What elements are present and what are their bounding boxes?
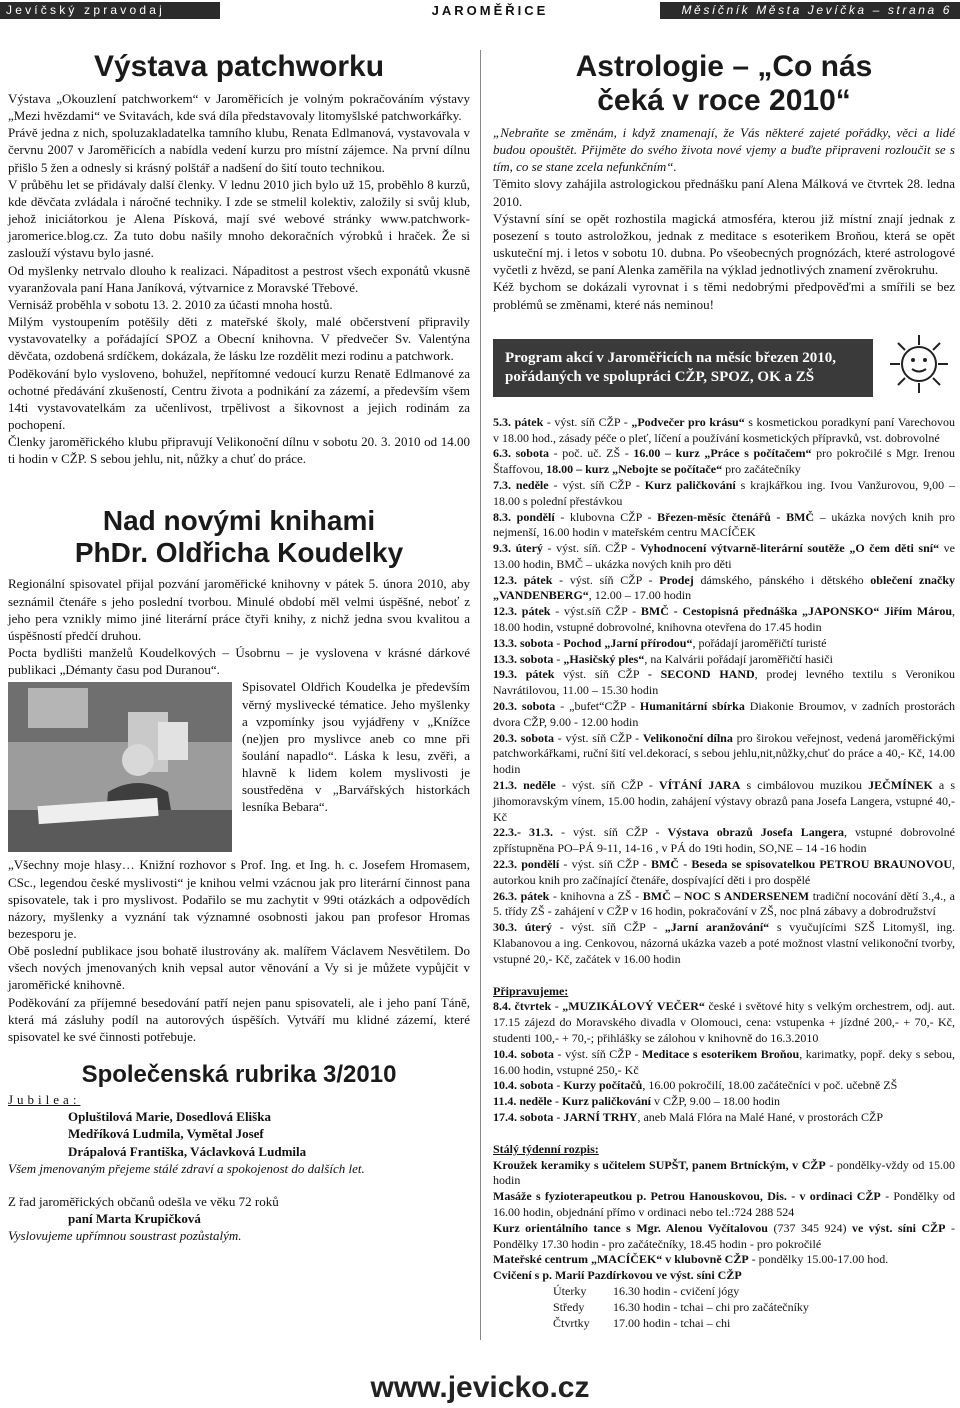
patchwork-paragraph: V průběhu let se přidávaly další členky. V lednu 2010 jich bylo už 15, proběhlo 8 kurzů, kde děvčata zvládala i náročné techniky. I zde se stmelil kolektiv, založily si svůj klub, jehož iniciátorkou je Alena Písková, mají své webové stránky www.patchwork-jaromerice.blog.cz. Za tuto dobu našily mnoho dekoračních výrobků i hraček. Že si zaslouží výstavu bylo jasné. <box>8 176 470 261</box>
program-item: 13.3. sobota - Pochod „Jarní přírodou“, pořádají jaroměřičtí turisté <box>493 635 827 650</box>
jubilea-wish: Všem jmenovaným přejeme stálé zdraví a spokojenost do dalších let. <box>8 1160 365 1176</box>
patchwork-paragraph: Členky jaroměřického klubu připravují Velikonoční dílnu v sobotu 20. 3. 2010 od 14.00 ti hodin v CŽP. S sebou jehlu, nit, nůžky a chuť do práce. <box>8 434 470 467</box>
cviceni-row <box>493 1316 955 1332</box>
patchwork-paragraph: Od myšlenky netrvalo dlouho k realizaci. Nápaditost a pestrost všech exponátů vkusně vyaranžovala paní Hana Janíková, výtvarnice z Moravské Třebové. <box>8 262 470 295</box>
knihy-photo-block <box>8 678 470 856</box>
astro-title-line1: Astrologie – „Co nás <box>575 50 873 83</box>
pripravujeme-items <box>493 999 955 1125</box>
program-item: 22.3. pondělí - výst. síň CŽP - BMČ - Beseda se spisovatelkou PETROU BRAUNOVOU, autorkou knih pro začínající čtenáře, dospívající děti i pro dospělé <box>493 857 955 887</box>
author-photo-image <box>8 682 232 852</box>
astro-quote: „Nebraňte se změnám, i když znamenají, že Vás některé zajeté pořádky, věci a lidé budou opouštět. Přijměte do svého života nové vjemy a buďte připraveni rozloučit se s tím, co se stane zcela nefunkčním“. <box>493 125 955 175</box>
page-header <box>0 0 960 34</box>
program-item: 19.3. pátek výst. síň CŽP - SECOND HAND, prodej levného textilu s Veronikou Navrátilovou, 11.00 – 15.30 hodin <box>493 667 956 698</box>
cviceni-time: 16.30 hodin - cvičení jógy <box>613 1283 740 1298</box>
footer-url[interactable]: www.jevicko.cz <box>370 1371 590 1404</box>
author-photo <box>8 682 232 852</box>
program-item: 30.3. úterý - výst. síň CŽP - „Jarní aranžování“ s vyučujícími SZŠ Litomyšl, ing. Klabanovou a ing. Cenkovou, názorná ukázka vazeb a poté možnost vlastní velikonoční tvorby, vstupné 20,- Kč, začátek v 16.00 hodin <box>493 920 956 966</box>
jubilea-line: Drápalová Františka, Václavková Ludmila <box>68 1143 307 1159</box>
right-column <box>493 50 955 1331</box>
jubilea-line: Medříková Ludmila, Vymětal Josef <box>68 1126 264 1142</box>
patchwork-paragraph: Poděkování bylo vysloveno, bohužel, nepřítomné vedoucí kurzu Renatě Edlmanové za ochotné předávání zkušeností, Centru života a podnikání za zázemí, a především všem 14ti vystavovatelkám za učenlivost, trpělivost a šikovnost a jejich rodinám za pochopení. <box>8 365 470 432</box>
cviceni-time: 17.00 hodin - tchai – chi <box>613 1315 731 1330</box>
program-item: 22.3.- 31.3. - výst. síň CŽP - Výstava obrazů Josefa Langera, vstupné dobrovolné zpřístupněna PO–PÁ 9-11, 14-16 , v PÁ do 19ti hodin, SO,NE – 14 -16 hodin <box>493 825 955 856</box>
patchwork-title: Výstava patchworku <box>93 50 385 83</box>
stale-label: Stálý týdenní rozpis: <box>493 1141 599 1156</box>
cviceni-row <box>493 1300 955 1316</box>
program-item: 9.3. úterý - výst. síň. CŽP - Vyhodnocení výtvarně-literární soutěže „O čem děti sní“ ve 13.00 hodin, BMČ – ukázka nových knih pro děti <box>493 541 956 571</box>
sun-icon <box>888 333 950 395</box>
pripravujeme-item: 8.4. čtvrtek - „MUZIKÁLOVÝ VEČER“ české i světové hity s velkým orchestrem, odj. aut. 17.15 zájezd do Moravského divadla v Olomouci, cena: vstupenka + jízdné 200,- + 70,- Kč, studenti 100,- + 70,-; přihlášky se zálohou v knihovně do 16.3.2010 <box>493 999 956 1045</box>
knihy-paragraph: Spisovatel Oldřich Koudelka je především věrný myslivecké tématice. Jeho myšlenky a vzpomínky jsou vyjádřeny v „Knížce (ne)jen pro myslivce aneb co mne při šoulání napadlo“. Láska k lesu, zvěři, a hlavně k lidem kolem myslivosti je soustředěna v „Barvářských historkách lesníka Bebara“. <box>242 679 470 815</box>
cviceni-day: Úterky <box>553 1283 587 1298</box>
program-items <box>493 415 955 968</box>
spolecenska-title: Společenská rubrika 3/2010 <box>81 1061 397 1089</box>
program-item: 12.3. pátek - výst.síň CŽP - BMČ - Cestopisná přednáška „JAPONSKO“ Jiřím Márou, 18.00 hodin, vstupné dobrovolné, knihovna otevřena do 17.45 hodin <box>493 604 955 635</box>
knihy-title <box>8 505 470 569</box>
program-item: 12.3. pátek - výst. síň CŽP - Prodej dámského, pánského i dětského oblečení značky „VANDENBERG“, 12.00 – 17.00 hodin <box>493 572 956 603</box>
program-item: 20.3. sobota - výst. síň CŽP - Velikonoční dílna pro širokou veřejnost, vedená jaroměřickými patchworkářkami, ruční šití vel.dekorací, s sebou jehlu,nit,nůžky,chuť do práce a 40,- Kč, 14.00 hodin <box>493 730 956 777</box>
stale-item: Kroužek keramiky s učitelem SUPŠT, panem Brtníckým, v CŽP - pondělky-vždy od 15.00 hodin <box>493 1157 955 1188</box>
astro-title <box>493 50 955 118</box>
astro-paragraph: Kéž bychom se dokázali vyrovnat i s těmi nedobrými předpověďmi a smířili se bez problémů se změnami, které nás neminou! <box>493 279 955 312</box>
knihy-title-line2: PhDr. Oldřicha Koudelky <box>74 537 404 569</box>
pripravujeme-item: 10.4. sobota - Kurzy počítačů, 16.00 pokročilí, 18.00 začátečníci v poč. učebně ZŠ <box>493 1078 898 1093</box>
cviceni-row <box>493 1284 955 1300</box>
left-column <box>8 50 470 1244</box>
patchwork-paragraph: Právě jedna z nich, spoluzakladatelka tamního klubu, Renata Edlmanová, vystavovala v červnu 2007 v Jaroměřicích a nabídla vedení kurzu pro místní zájemce. Na první dílnu přišlo 5 žen a odnesly si krásný polštář a nadšení do šití touto technikou. <box>8 125 470 175</box>
column-divider <box>480 50 481 1340</box>
death-notice: Z řad jaroměřických občanů odešla ve věku 72 roků <box>8 1193 279 1209</box>
program-item: 26.3. pátek - knihovna a ZŠ - BMČ – NOC S ANDERSENEM tradiční nocování dětí 3.,4., a 5. třídy ZŠ - zahájení v CŽP v 16 hodin, pokračování v ZŠ, noc plná zábavy a dobrodružství <box>493 888 956 919</box>
jubilea-line: Opluštilová Marie, Dosedlová Eliška <box>68 1109 271 1125</box>
program-title: Program akcí v Jaroměřicích na měsíc březen 2010, pořádaných ve spolupráci CŽP, SPOZ, OK a ZŠ <box>493 339 873 397</box>
header-page-info: Měsíčník Města Jevíčka – strana 6 <box>660 2 960 19</box>
jubilea-list <box>8 1108 470 1159</box>
condolence: Vyslovujeme upřímnou soustrast pozůstalým. <box>8 1228 242 1244</box>
program-item: 20.3. sobota - „bufet“CŽP - Humanitární sbírka Diakonie Broumov, v zadních prostorách dvora CŽP, 9.00 - 12.00 hodin <box>493 699 955 729</box>
knihy-paragraph: Regionální spisovatel přijal pozvání jaroměřické knihovny v pátek 5. února 2010, aby seznámil čtenáře s jeho poslední tvorbou. Minulé období měl velmi úspěšné, neboť z jeho pera vznikly mimo jiné literární práce čtyři knihy, z nichž jedna svou kvalitou a úspěšností předčí druhou. <box>8 576 470 643</box>
program-item: 6.3. sobota - poč. uč. ZŠ - 16.00 – kurz „Práce s počítačem“ pro pokročilé s Mgr. Irenou Štaffovou, 18.00 – kurz „Nebojte se počítače“ pro začátečníky <box>493 446 956 477</box>
patchwork-paragraph: Výstava „Okouzlení patchworkem“ v Jaroměřicích je volným pokračováním výstavy „Mezi hvězdami“ ve Svitavách, kde svá díla představovaly litomyšlské patchworkářky. <box>8 91 470 124</box>
knihy-paragraph: Obě poslední publikace jsou bohatě ilustrovány ak. malířem Václavem Nesvětilem. Do všech nových jmenovaných knih vepsal autor věnování a Vy si je můžete vypůjčit v jaroměřické knihovně. <box>8 943 470 993</box>
program-item: 13.3. sobota - „Hasičský ples“, na Kalvárii pořádají jaroměřičtí hasiči <box>493 651 833 666</box>
program-item: 5.3. pátek - výst. síň CŽP - „Podvečer pro krásu“ s kosmetickou poradkyní paní Varechovou v 18.00 hod., zásady péče o pleť, líčení a používání kosmetických přípravků, vst. dobrovolné <box>493 414 956 445</box>
cviceni-day: Středy <box>553 1299 585 1314</box>
patchwork-paragraph: Vernisáž proběhla v sobotu 13. 2. 2010 za účasti mnoha hostů. <box>8 296 333 312</box>
knihy-paragraph: „Všechny moje hlasy… Knižní rozhovor s Prof. Ing. et Ing. h. c. Josefem Hromasem, CSc., legendou české myslivosti“ je knihou velmi vzácnou jak pro literární činnost pana spisovatele, tak i pro myslivost. Podařilo se mu zachytit v 99ti otázkách a odpovědích názory, myšlenky a vyznání tak významné osobnosti jakou pan profesor Hromas bezesporu je. <box>8 857 470 941</box>
header-section-title: JAROMĚŘICE <box>431 3 549 18</box>
program-item: 21.3. neděle - výst. síň CŽP - VÍTÁNÍ JARA s cimbálovou muzikou JEČMÍNEK a s jihomoravským vínem, 15.00 hodin, zahájení výstavy obrazů pana Josefa Langera, vstupné 40,-Kč <box>493 778 955 824</box>
knihy-title-line1: Nad novými knihami <box>102 505 376 537</box>
program-item: 7.3. neděle - výst. síň CŽP - Kurz paličkování s krajkářkou ing. Ivou Vanžurovou, 9,00 – 18.00 s polední přestávkou <box>493 477 955 508</box>
jubilea-label: Jubilea: <box>8 1092 81 1108</box>
astro-title-line2: čeká v roce 2010“ <box>597 84 851 117</box>
astro-paragraph: Výstavní síní se opět rozhostila magická atmosféra, kterou již místní znají jednak z posezení s touto astroložkou, jednak z meditace s esoterikem Broňou, která se opět uskuteční mj. i letos v sobotu 10. dubna. Po všeobecných prognózách, které astrologové vyčetli z hvězd, se paní Alenka zaměřila na výklad jednotlivých znamení zvěrokruhu. <box>493 210 955 278</box>
program-list <box>493 415 955 1332</box>
pripravujeme-item: 17.4. sobota - JARNÍ TRHY, aneb Malá Flóra na Malé Hané, v prostorách CŽP <box>493 1109 884 1124</box>
astro-paragraph: Těmito slovy zahájila astrologickou přednášku paní Alena Málková ve čtvrtek 28. ledna 2010. <box>493 176 955 209</box>
cviceni-time: 16.30 hodin - tchai – chi pro začátečníky <box>613 1299 809 1314</box>
stale-item: Kurz orientálního tance s Mgr. Alenou Vyčítalovou (737 345 924) ve výst. síni CŽP - Pondělky 17.30 hodin - pro začátečníky, 18.45 hodin - pro pokročilé <box>493 1220 955 1251</box>
stale-item: Cvičení s p. Marií Pazdírkovou ve výst. síni CŽP <box>493 1268 742 1283</box>
header-newsletter-name: Jevíčský zpravodaj 3/2010 <box>0 2 220 19</box>
death-name: paní Marta Krupičková <box>68 1211 201 1227</box>
pripravujeme-label: Připravujeme: <box>493 983 569 998</box>
cviceni-day: Čtvrtky <box>553 1315 590 1330</box>
patchwork-paragraph: Milým vystoupením potěšily děti z mateřské školy, malé občerstvení připravily vystavovatelky a pořádající SPOZ a Obecní knihovna. V předvečer Sv. Valentýna děvčata, ozdobená srdíčkem, dokázala, že lásku lze rozdělit mezi rodinu a patchwork. <box>8 314 470 364</box>
program-item: 8.3. pondělí - klubovna CŽP - Březen-měsíc čtenářů - BMČ – ukázka nových knih pro nejmenší, 16.00 hodin v mateřském centru MACÍČEK <box>493 509 956 540</box>
program-header <box>493 313 955 397</box>
stale-item: Mateřské centrum „MACÍČEK“ v klubovně CŽP - pondělky 15.00-17.00 hod. <box>493 1252 889 1267</box>
cviceni-schedule <box>493 1284 955 1331</box>
pripravujeme-item: 10.4. sobota - výst. síň CŽP - Meditace s esoterikem Broňou, karimatky, popř. deky s sebou, 16.00 hodin, vstupné 250,- Kč <box>493 1046 956 1077</box>
knihy-paragraph: Poděkování za příjemné besedování patří nejen panu spisovateli, ale i jeho paní Táně, která má zásluhy podíl na autorových úspěších. Vytváří mu klidné zázemí, které spisovatel ke své činnosti potřebuje. <box>8 994 470 1044</box>
pripravujeme-item: 11.4. neděle - Kurz paličkování v CŽP, 9.00 – 18.00 hodin <box>493 1094 781 1109</box>
stale-item: Masáže s fyzioterapeutkou p. Petrou Hanouskovou, Dis. - v ordinaci CŽP - Pondělky od 16.00 hodin, objednání přímo v ordinaci nebo tel.:724 288 524 <box>493 1189 955 1219</box>
stale-items <box>493 1158 955 1284</box>
patchwork-article <box>8 90 470 467</box>
knihy-paragraph: Pocta bydlišti manželů Koudelkových – Úsobrnu – je vyslovena v krásné dárkové publikaci „Démanty času pod Duranou“. <box>8 645 470 678</box>
